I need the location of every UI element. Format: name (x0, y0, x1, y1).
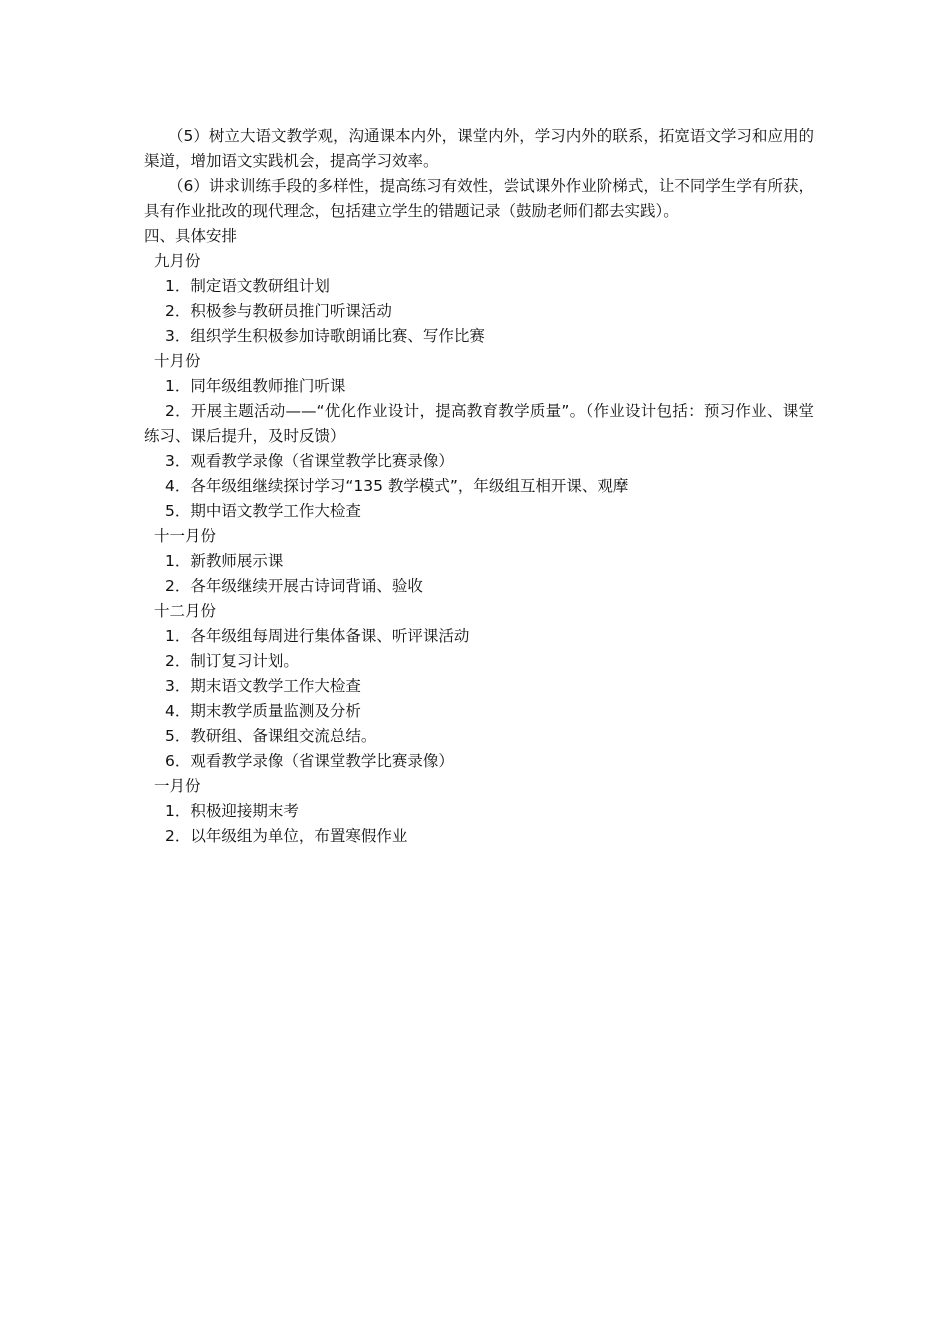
list-item: 2．开展主题活动——“优化作业设计，提高教育教学质量”。（作业设计包括：预习作业、课堂练习、课后提升，及时反馈） (144, 402, 814, 445)
list-item: 1．新教师展示课 (165, 552, 284, 570)
list-item: 3．组织学生积极参加诗歌朗诵比赛、写作比赛 (165, 327, 485, 345)
paragraph-5: （5）树立大语文教学观，沟通课本内外，课堂内外，学习内外的联系，拓宽语文学习和应用的渠道，增加语文实践机会，提高学习效率。 (144, 127, 814, 170)
list-item: 1．同年级组教师推门听课 (165, 377, 346, 395)
month-heading-november: 十一月份 (154, 527, 217, 545)
list-item: 2．以年级组为单位，布置寒假作业 (165, 827, 408, 845)
paragraph-6: （6）讲求训练手段的多样性，提高练习有效性，尝试课外作业阶梯式，让不同学生学有所获，具有作业批改的现代理念，包括建立学生的错题记录（鼓励老师们都去实践）。 (144, 177, 814, 220)
month-heading-december: 十二月份 (154, 602, 217, 620)
list-item: 6．观看教学录像（省课堂教学比赛录像） (165, 752, 454, 770)
month-heading-october: 十月份 (154, 352, 201, 370)
list-item: 4．期末教学质量监测及分析 (165, 702, 361, 720)
document-body (144, 124, 814, 849)
list-item: 2．制订复习计划。 (165, 652, 299, 670)
list-item: 1．各年级组每周进行集体备课、听评课活动 (165, 627, 470, 645)
list-item: 5．期中语文教学工作大检查 (165, 502, 361, 520)
list-item: 5．教研组、备课组交流总结。 (165, 727, 377, 745)
section-heading: 四、具体安排 (144, 227, 238, 245)
list-item: 2．积极参与教研员推门听课活动 (165, 302, 392, 320)
list-item: 3．期末语文教学工作大检查 (165, 677, 361, 695)
month-heading-january: 一月份 (154, 777, 201, 795)
list-item: 4．各年级组继续探讨学习“135 教学模式”，年级组互相开课、观摩 (165, 477, 629, 495)
list-item: 2．各年级继续开展古诗词背诵、验收 (165, 577, 423, 595)
list-item: 1．积极迎接期末考 (165, 802, 299, 820)
list-item: 3．观看教学录像（省课堂教学比赛录像） (165, 452, 454, 470)
month-heading-september: 九月份 (154, 252, 201, 270)
list-item: 1．制定语文教研组计划 (165, 277, 330, 295)
